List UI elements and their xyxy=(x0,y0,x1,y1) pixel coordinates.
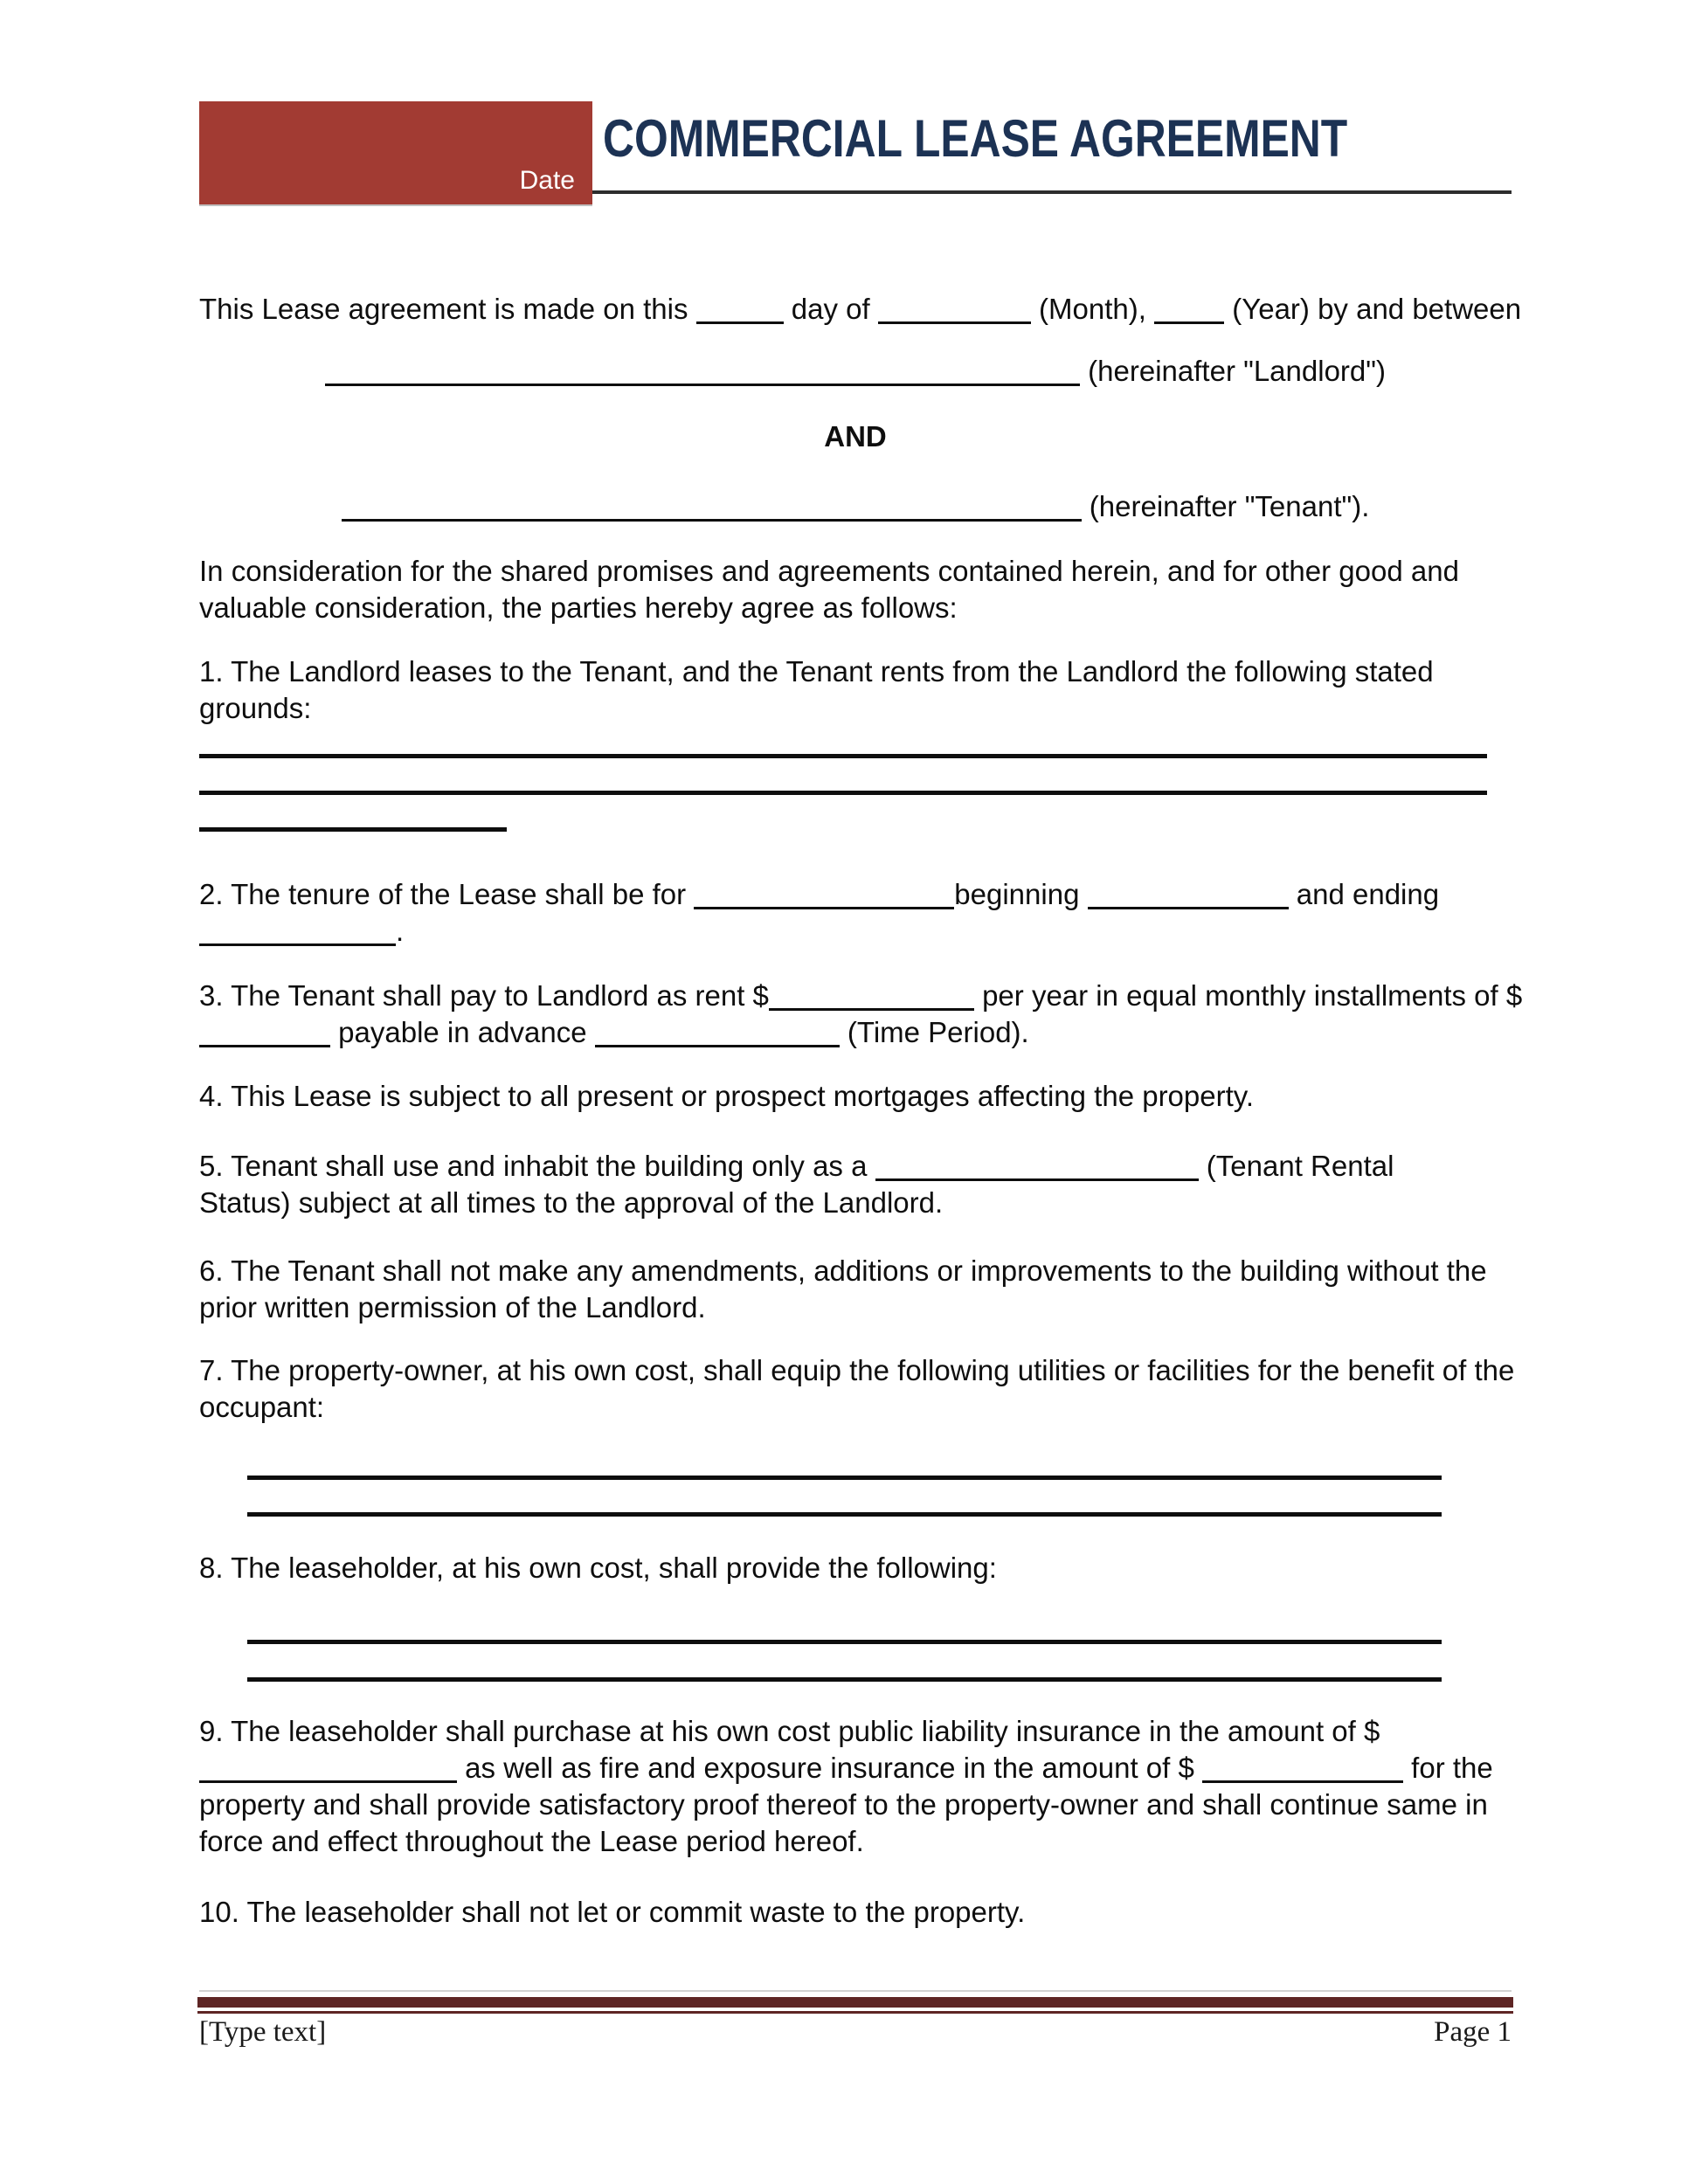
paragraph-tenant xyxy=(199,488,1512,525)
date-box xyxy=(199,101,592,206)
blank-field xyxy=(1154,321,1224,324)
blank-write-line xyxy=(199,754,1487,758)
date-label: Date xyxy=(519,166,575,195)
text-segment: (hereinafter "Tenant"). xyxy=(1081,490,1370,522)
text-line xyxy=(199,653,1512,690)
text-segment: AND xyxy=(824,420,887,453)
text-segment: 8. The leaseholder, at his own cost, shall provide the following: xyxy=(199,1552,997,1584)
text-line xyxy=(199,876,1512,913)
text-line xyxy=(199,353,1512,390)
text-line xyxy=(199,1550,1512,1586)
blank-field xyxy=(199,943,396,946)
text-segment: (hereinafter "Landlord") xyxy=(1080,355,1386,387)
text-segment: and ending xyxy=(1288,878,1440,910)
text-segment: . xyxy=(396,915,405,947)
paragraph-item4 xyxy=(199,1078,1512,1115)
blank-field xyxy=(696,321,784,324)
blank-write-line xyxy=(199,791,1487,795)
paragraph-consideration xyxy=(199,553,1512,626)
paragraph-intro xyxy=(199,291,1522,328)
text-segment: (Year) by and between xyxy=(1224,293,1522,325)
text-line xyxy=(199,1713,1512,1750)
blank-field xyxy=(878,321,1031,324)
text-segment: 9. The leaseholder shall purchase at his own cost public liability insurance in the amount of $ xyxy=(199,1715,1380,1747)
footer-accent-thin-rule xyxy=(197,2011,1513,2014)
paragraph-item8 xyxy=(199,1550,1512,1586)
paragraph-item9 xyxy=(199,1713,1512,1860)
page-title: COMMERCIAL LEASE AGREEMENT xyxy=(603,109,1348,168)
blank-field xyxy=(199,1780,457,1783)
paragraph-item1 xyxy=(199,653,1512,727)
blank-write-line xyxy=(199,827,507,832)
text-line xyxy=(199,1253,1512,1289)
text-segment: payable in advance xyxy=(330,1016,595,1048)
text-segment: occupant: xyxy=(199,1391,325,1423)
paragraph-and xyxy=(199,418,1512,455)
text-segment: (Tenant Rental xyxy=(1198,1150,1394,1182)
text-segment: per year in equal monthly installments of $ xyxy=(973,979,1523,1012)
text-segment: (Month), xyxy=(1030,293,1155,325)
text-segment: grounds: xyxy=(199,692,312,724)
blank-field xyxy=(342,519,1082,522)
text-line xyxy=(199,1352,1515,1389)
text-segment: 2. The tenure of the Lease shall be for xyxy=(199,878,695,910)
paragraph-item3 xyxy=(199,978,1523,1051)
text-segment: force and effect throughout the Lease period hereof. xyxy=(199,1825,864,1857)
text-line xyxy=(199,1894,1512,1931)
blank-field xyxy=(199,1045,330,1047)
text-line xyxy=(199,1787,1512,1823)
text-segment: 3. The Tenant shall pay to Landlord as rent $ xyxy=(199,979,769,1012)
text-segment: beginning xyxy=(954,878,1088,910)
paragraph-item2 xyxy=(199,876,1512,950)
text-line xyxy=(199,913,1512,950)
text-segment: valuable consideration, the parties hereby agree as follows: xyxy=(199,591,958,624)
footer-accent-bar xyxy=(197,1997,1513,2008)
blank-write-line xyxy=(247,1677,1442,1682)
text-segment: as well as fire and exposure insurance in the amount of $ xyxy=(457,1752,1202,1784)
text-segment: 4. This Lease is subject to all present or prospect mortgages affecting the property. xyxy=(199,1080,1254,1112)
footer-gray-rule xyxy=(199,1990,1512,1992)
text-line xyxy=(199,553,1512,590)
text-line xyxy=(199,1289,1512,1326)
header-rule xyxy=(592,190,1512,194)
blank-field xyxy=(769,1008,974,1011)
text-line xyxy=(199,978,1523,1014)
paragraph-item10 xyxy=(199,1894,1512,1931)
blank-write-line xyxy=(247,1640,1442,1644)
text-line xyxy=(199,1148,1512,1185)
footer-type-text: [Type text] xyxy=(199,2016,327,2048)
text-segment: prior written permission of the Landlord. xyxy=(199,1291,706,1324)
text-line xyxy=(199,690,1512,727)
blank-write-line xyxy=(247,1512,1442,1517)
text-segment: In consideration for the shared promises and agreements contained herein, and for other good and xyxy=(199,555,1459,587)
paragraph-item6 xyxy=(199,1253,1512,1326)
text-segment: 6. The Tenant shall not make any amendments, additions or improvements to the building without the xyxy=(199,1254,1487,1287)
text-segment: 10. The leaseholder shall not let or commit waste to the property. xyxy=(199,1896,1026,1928)
paragraph-item5 xyxy=(199,1148,1512,1221)
text-segment: property and shall provide satisfactory proof thereof to the property-owner and shall continue same in xyxy=(199,1788,1488,1821)
text-segment: This Lease agreement is made on this xyxy=(199,293,696,325)
blank-field xyxy=(875,1178,1199,1181)
blank-write-line xyxy=(247,1476,1442,1480)
text-segment: Status) subject at all times to the approval of the Landlord. xyxy=(199,1186,944,1219)
text-line xyxy=(199,1078,1512,1115)
blank-field xyxy=(1088,907,1289,909)
text-segment: (Time Period). xyxy=(839,1016,1029,1048)
blank-field xyxy=(595,1045,840,1047)
text-segment: 1. The Landlord leases to the Tenant, and the Tenant rents from the Landlord the following stated xyxy=(199,655,1434,688)
blank-field xyxy=(325,384,1080,386)
text-line xyxy=(199,418,1512,455)
paragraph-item7 xyxy=(199,1352,1515,1426)
text-line xyxy=(199,291,1522,328)
text-segment: 7. The property-owner, at his own cost, shall equip the following utilities or facilities for the benefit of the xyxy=(199,1354,1515,1386)
footer-page-number: Page 1 xyxy=(1434,2016,1512,2048)
text-line xyxy=(199,1750,1512,1787)
blank-field xyxy=(694,907,954,909)
text-line xyxy=(199,590,1512,626)
text-line xyxy=(199,1014,1512,1051)
text-line xyxy=(199,1823,1512,1860)
blank-field xyxy=(1202,1780,1403,1783)
text-line xyxy=(199,488,1512,525)
text-line xyxy=(199,1185,1512,1221)
text-line xyxy=(199,1389,1512,1426)
text-segment: 5. Tenant shall use and inhabit the building only as a xyxy=(199,1150,875,1182)
text-segment: day of xyxy=(783,293,878,325)
paragraph-landlord xyxy=(199,353,1512,390)
text-segment: for the xyxy=(1403,1752,1493,1784)
